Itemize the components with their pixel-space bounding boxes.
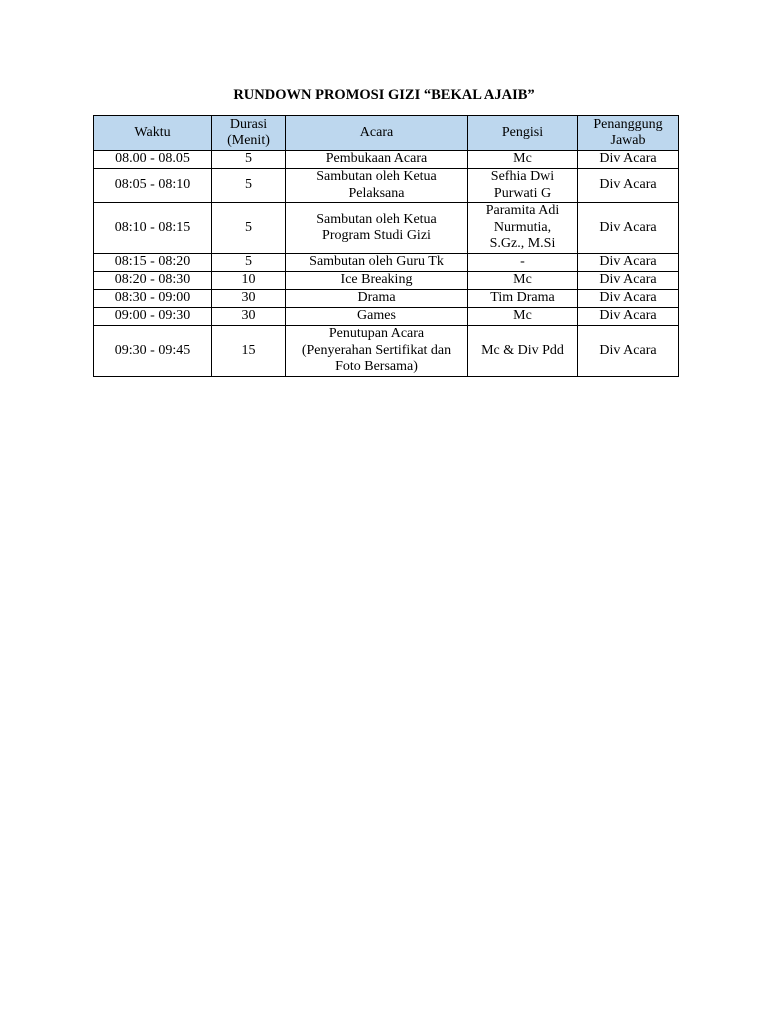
cell-durasi: 5 [212, 169, 286, 203]
cell-pengisi: Mc & Div Pdd [468, 326, 578, 377]
table-row [94, 308, 679, 326]
cell-pengisi: Mc [468, 272, 578, 290]
cell-durasi: 5 [212, 254, 286, 272]
table-row [94, 151, 679, 169]
cell-waktu: 08:30 - 09:00 [94, 290, 212, 308]
cell-pengisi: Mc [468, 308, 578, 326]
cell-durasi: 5 [212, 203, 286, 254]
table-row [94, 203, 679, 254]
cell-acara: Penutupan Acara (Penyerahan Sertifikat dan Foto Bersama) [286, 326, 468, 377]
cell-penanggung-jawab: Div Acara [578, 326, 679, 377]
header-pengisi: Pengisi [468, 116, 578, 151]
table-row [94, 272, 679, 290]
header-acara: Acara [286, 116, 468, 151]
table-row [94, 326, 679, 377]
cell-acara: Drama [286, 290, 468, 308]
cell-waktu: 08:05 - 08:10 [94, 169, 212, 203]
cell-pengisi: Sefhia Dwi Purwati G [468, 169, 578, 203]
document-title: RUNDOWN PROMOSI GIZI “BEKAL AJAIB” [233, 87, 535, 103]
cell-durasi: 30 [212, 290, 286, 308]
cell-acara: Sambutan oleh Ketua Program Studi Gizi [286, 203, 468, 254]
table-row [94, 290, 679, 308]
cell-durasi: 10 [212, 272, 286, 290]
cell-waktu: 08.00 - 08.05 [94, 151, 212, 169]
header-penanggung-jawab: Penanggung Jawab [578, 116, 679, 151]
cell-penanggung-jawab: Div Acara [578, 151, 679, 169]
cell-penanggung-jawab: Div Acara [578, 203, 679, 254]
cell-acara: Games [286, 308, 468, 326]
cell-acara: Sambutan oleh Guru Tk [286, 254, 468, 272]
cell-penanggung-jawab: Div Acara [578, 308, 679, 326]
cell-pengisi: Mc [468, 151, 578, 169]
cell-penanggung-jawab: Div Acara [578, 169, 679, 203]
cell-acara: Ice Breaking [286, 272, 468, 290]
header-durasi: Durasi (Menit) [212, 116, 286, 151]
cell-pengisi: Tim Drama [468, 290, 578, 308]
cell-waktu: 08:20 - 08:30 [94, 272, 212, 290]
cell-acara: Sambutan oleh Ketua Pelaksana [286, 169, 468, 203]
table-header-row [94, 116, 679, 151]
cell-pengisi: - [468, 254, 578, 272]
table-row [94, 169, 679, 203]
header-waktu: Waktu [94, 116, 212, 151]
cell-waktu: 09:30 - 09:45 [94, 326, 212, 377]
cell-penanggung-jawab: Div Acara [578, 254, 679, 272]
rundown-table [93, 115, 679, 377]
cell-waktu: 08:15 - 08:20 [94, 254, 212, 272]
cell-durasi: 5 [212, 151, 286, 169]
cell-waktu: 09:00 - 09:30 [94, 308, 212, 326]
cell-durasi: 15 [212, 326, 286, 377]
cell-acara: Pembukaan Acara [286, 151, 468, 169]
cell-durasi: 30 [212, 308, 286, 326]
table-row [94, 254, 679, 272]
cell-penanggung-jawab: Div Acara [578, 290, 679, 308]
cell-penanggung-jawab: Div Acara [578, 272, 679, 290]
cell-pengisi: Paramita Adi Nurmutia, S.Gz., M.Si [468, 203, 578, 254]
cell-waktu: 08:10 - 08:15 [94, 203, 212, 254]
